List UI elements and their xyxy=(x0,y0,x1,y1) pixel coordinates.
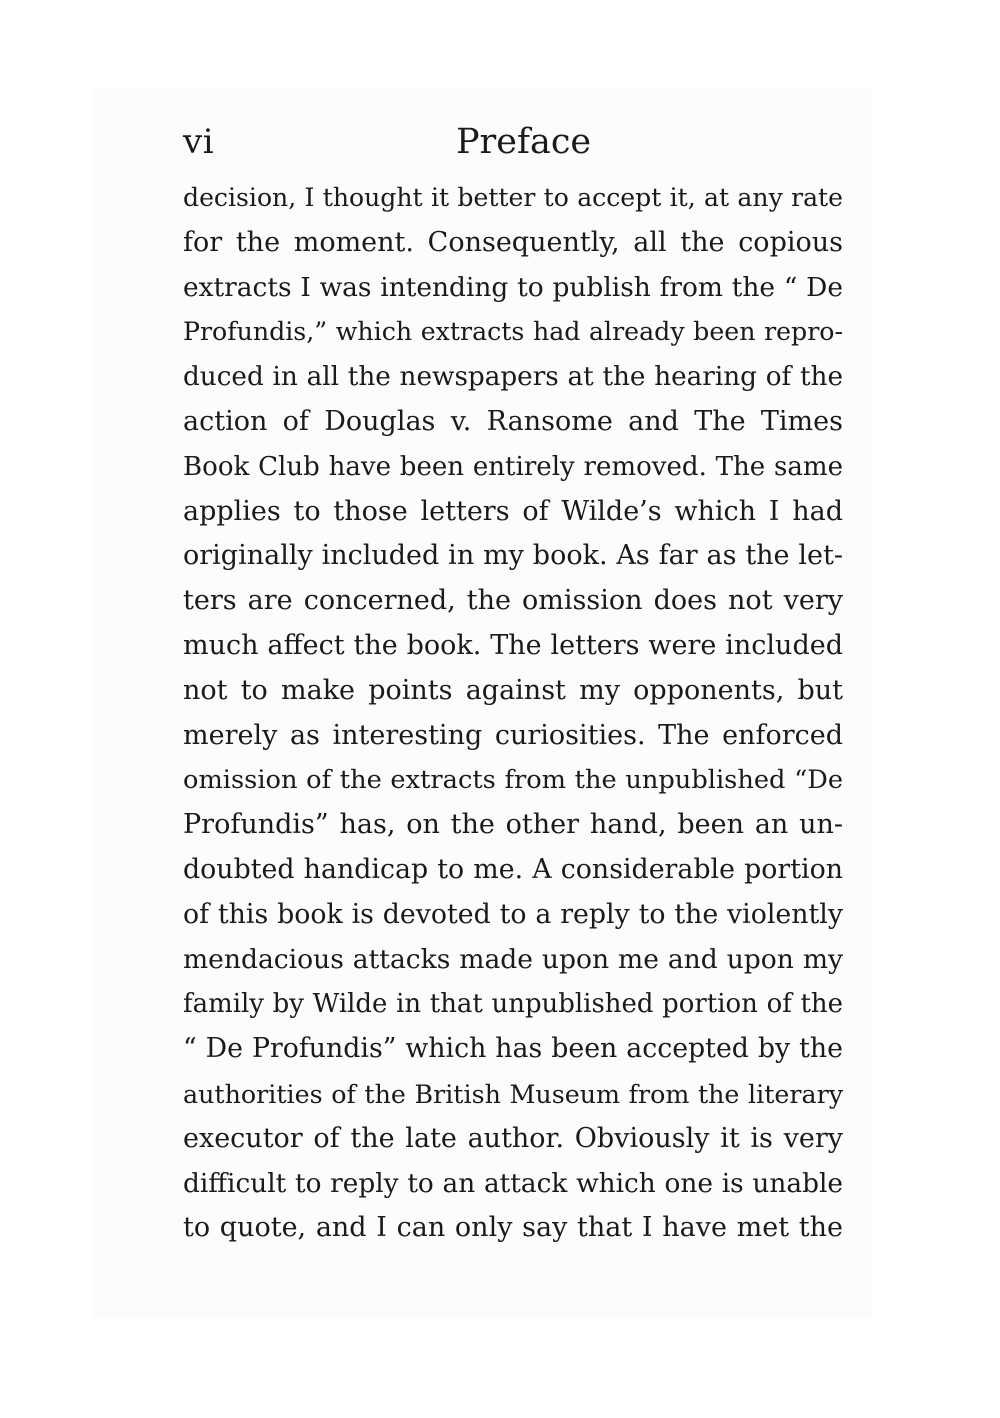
text-line: family by Wilde in that unpublished portion of the xyxy=(183,989,843,1020)
text-line: decision, I thought it better to accept it, at any rate xyxy=(183,183,843,212)
text-line: Profundis” has, on the other hand, been an un- xyxy=(183,809,843,841)
text-line: not to make points against my opponents, but xyxy=(183,674,843,706)
body-text xyxy=(183,176,843,1251)
text-line: applies to those letters of Wilde’s which I had xyxy=(183,495,843,527)
text-line: merely as interesting curiosities. The enforced xyxy=(183,719,843,751)
text-line: omission of the extracts from the unpublished “De xyxy=(183,765,843,796)
text-line: of this book is devoted to a reply to the violently xyxy=(183,898,843,930)
text-line: originally included in my book. As far as the let- xyxy=(183,540,843,572)
page-header xyxy=(183,118,843,168)
text-line: Profundis,” which extracts had already been repro- xyxy=(183,317,843,347)
text-line: for the moment. Consequently, all the copious xyxy=(183,226,843,258)
text-line: doubted handicap to me. A considerable portion xyxy=(183,853,843,885)
text-line: “ De Profundis” which has been accepted by the xyxy=(183,1033,843,1065)
page-number: vi xyxy=(183,122,215,162)
text-line: mendacious attacks made upon me and upon my xyxy=(183,943,843,975)
text-line: difficult to reply to an attack which one is unable xyxy=(183,1168,843,1199)
text-line: duced in all the newspapers at the hearing of the xyxy=(183,362,843,393)
text-line: Book Club have been entirely removed. The same xyxy=(183,451,843,482)
text-line: action of Douglas v. Ransome and The Times xyxy=(183,405,843,437)
running-title: Preface xyxy=(456,122,592,162)
text-line: to quote, and I can only say that I have met the xyxy=(183,1212,843,1244)
text-line: extracts I was intending to publish from the “ De xyxy=(183,271,843,303)
text-line: executor of the late author. Obviously it is very xyxy=(183,1122,843,1154)
text-line: authorities of the British Museum from the literary xyxy=(183,1078,843,1109)
text-line: much affect the book. The letters were included xyxy=(183,629,843,661)
text-line: ters are concerned, the omission does not very xyxy=(183,585,843,617)
